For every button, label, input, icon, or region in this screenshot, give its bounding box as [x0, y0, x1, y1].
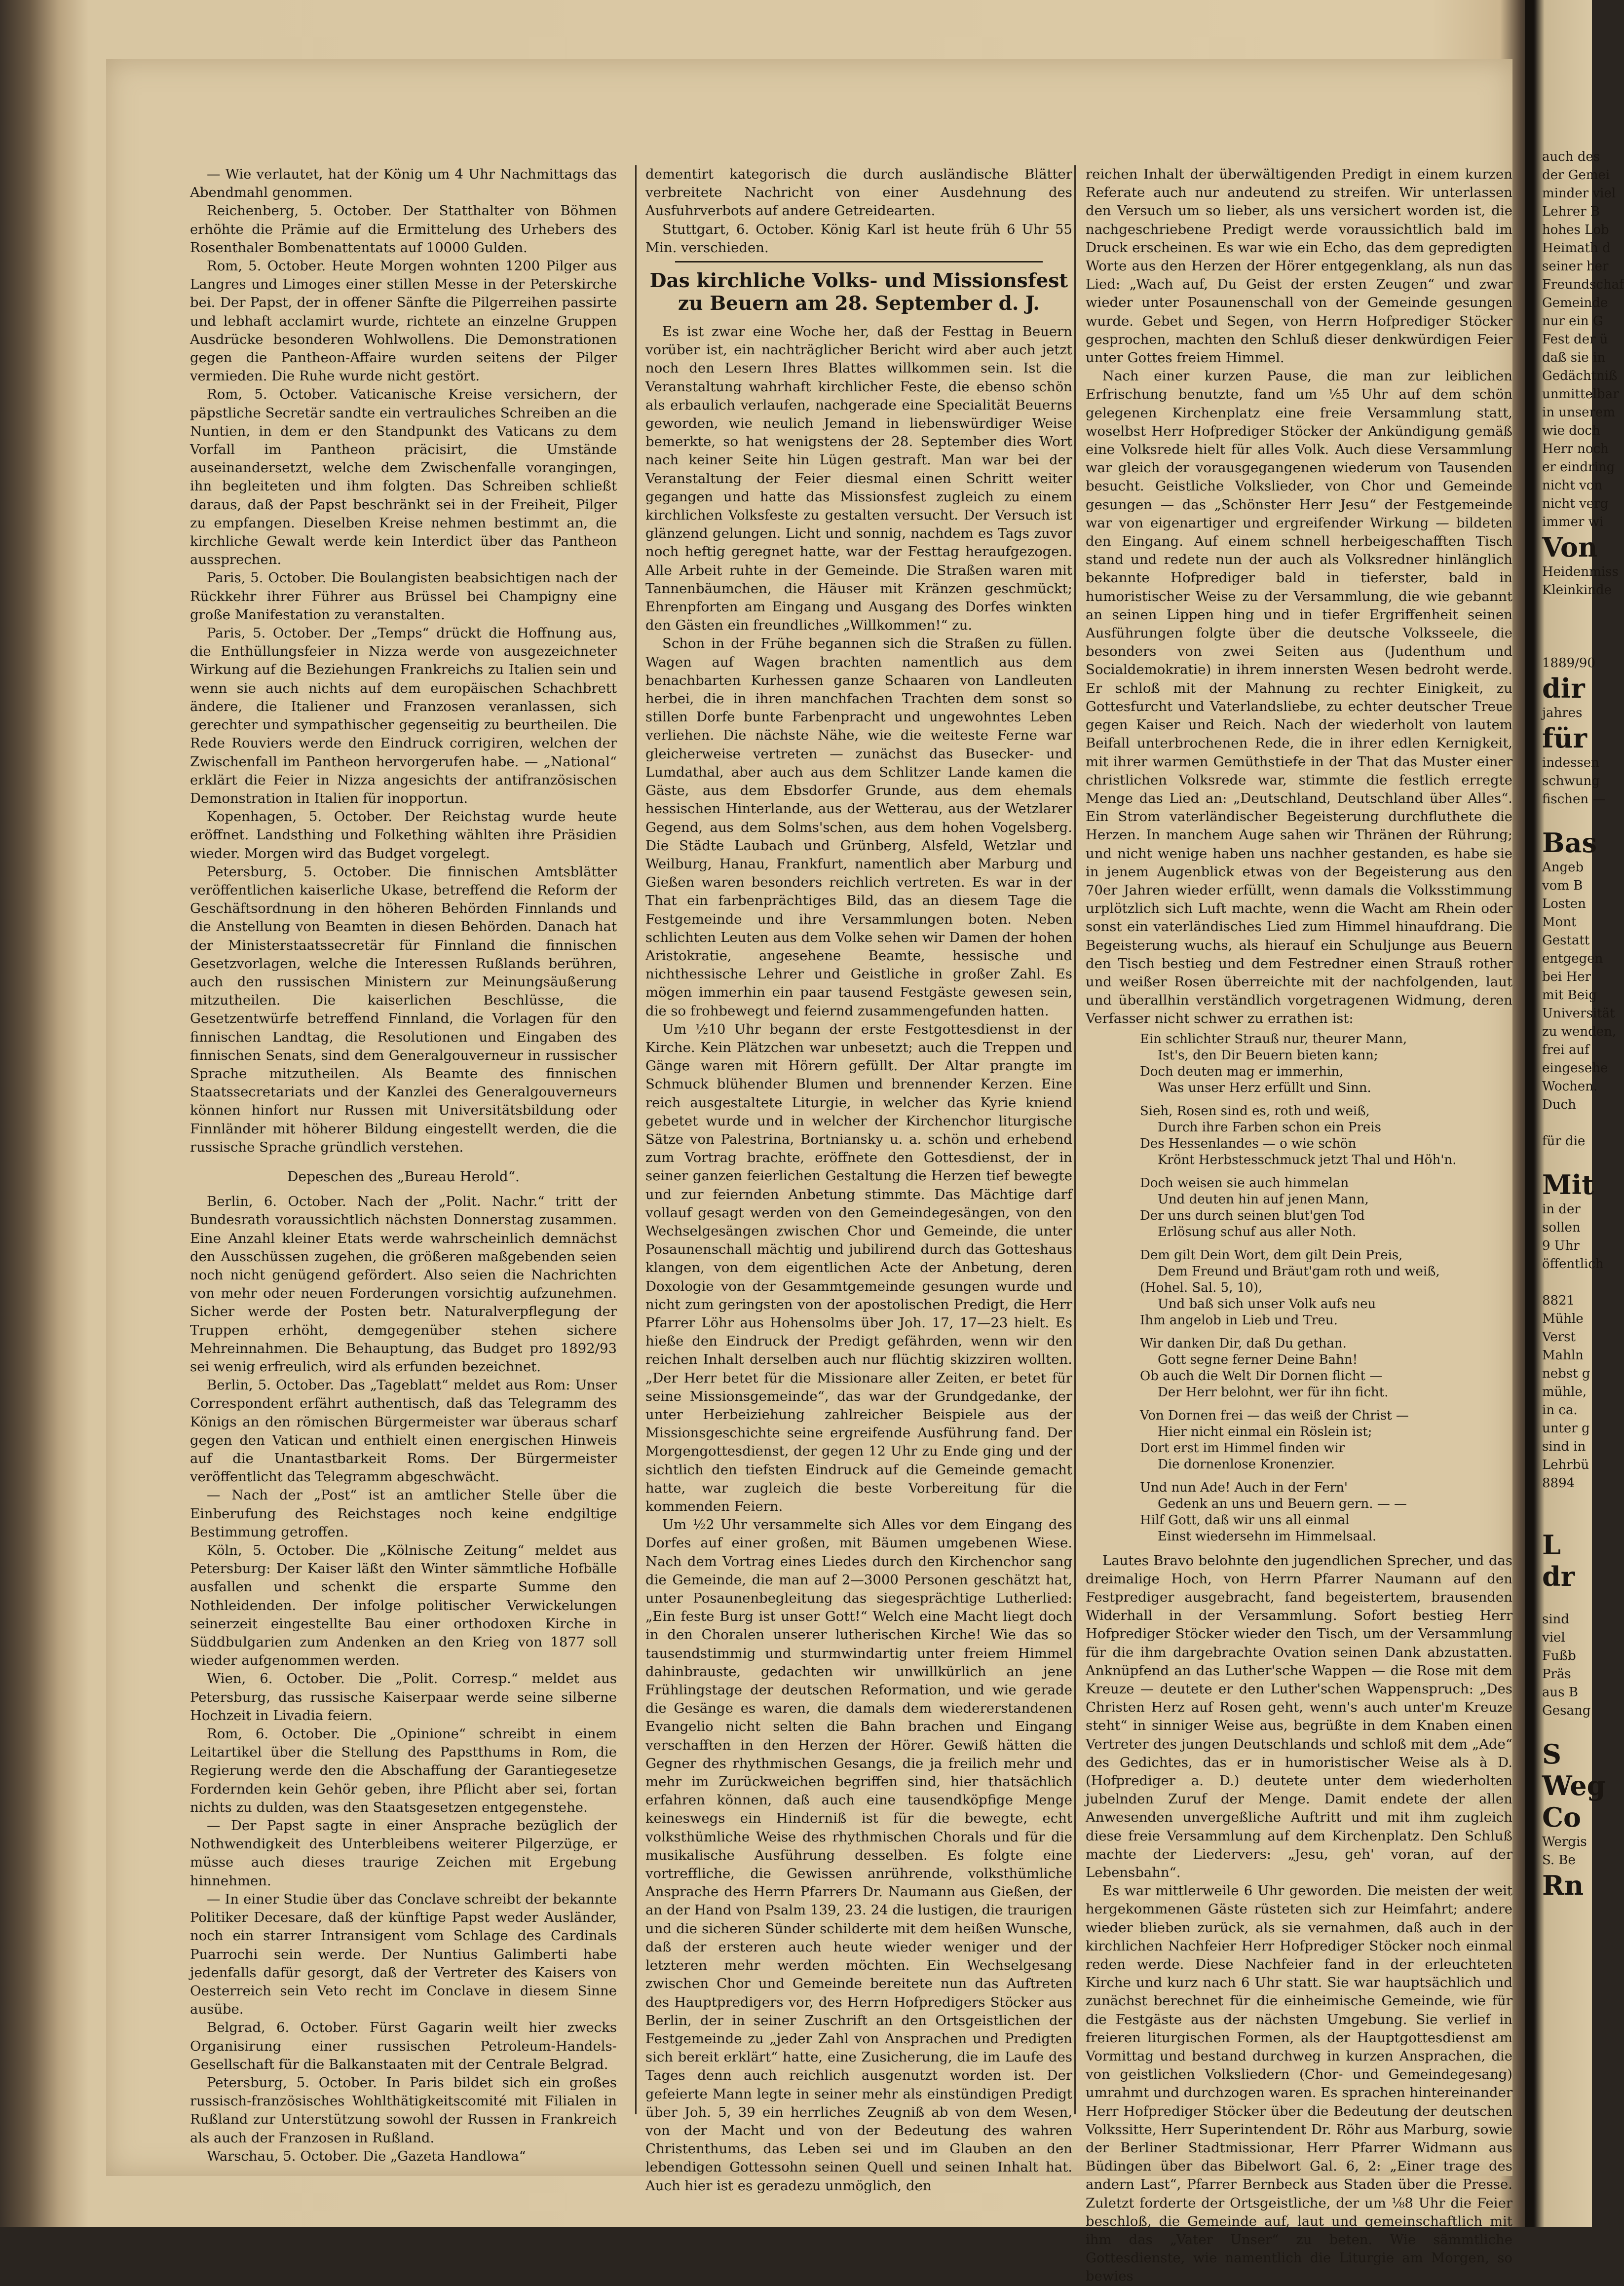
- fragment-line: Bas: [1542, 827, 1597, 859]
- fragment-line: immer wi: [1542, 515, 1604, 529]
- paragraph: reichen Inhalt der überwältigenden Predigt in einem kurzen Referate auch nur andeutend zu streifen. Wir unterlassen den Versuch um so lieber, als uns versichert worden ist, die nachgeschriebene Predigt werde voraussichtlich bald im Druck erscheinen. Es war wie ein Echo, das dem gepredigten Worte aus den Herzen der Hörer entgegenklang, als nun das Lied: „Wach auf, Du Geist der ersten Zeugen“ und zwar wieder unter Posaunenschall von der Gemeinde gesungen wurde. Gebet und Segen, von Herrn Hofprediger Stöcker gesprochen, machten den Schluß dieser denkwürdigen Feier unter Gottes freiem Himmel.: [1086, 166, 1512, 366]
- poem-line: Der Herr belohnt, wer für ihn ficht.: [1158, 1385, 1389, 1400]
- paragraph: Paris, 5. October. Der „Temps“ drückt die Hoffnung aus, die Enthüllungsfeier in Nizza werde von ausgezeichneter Wirkung auf die Beziehungen Frankreichs zu Italien sein und wenn sie auch nichts auf dem europäischen Schachbrett ändere, die Italiener und Franzosen veranlassen, sich gerechter und sympathischer gegenseitig zu beurtheilen. Die Rede Rouviers werde den Eindruck corrigiren, welchen der Zwischenfall im Pantheon hervorgerufen habe. — „National“ erklärt die Feier in Nizza angesichts der antifranzösischen Demonstration in Italien für inopportun.: [190, 625, 617, 806]
- fragment-line: [1542, 1493, 1592, 1511]
- fragment-line: eingesehe: [1542, 1061, 1608, 1076]
- fragment-line: 1889/90: [1542, 656, 1596, 671]
- article-body: [645, 323, 1072, 2195]
- fragment-line: Heidenmiss: [1542, 564, 1619, 579]
- poem-line: Dort erst im Himmel finden wir: [1140, 1440, 1345, 1456]
- poem-stanza: [1140, 1480, 1512, 1545]
- fragment-line: [1542, 1720, 1592, 1738]
- fragment-line: Mühle: [1542, 1312, 1584, 1326]
- fragment-line: S: [1542, 1738, 1561, 1770]
- poem-line: Ob auch die Welt Dir Dornen flicht —: [1140, 1368, 1383, 1384]
- fragment-line: öffentlich: [1542, 1257, 1604, 1272]
- fragment-line: Wochen.: [1542, 1079, 1598, 1094]
- fragment-line: Mahln: [1542, 1348, 1584, 1363]
- column-festival-report-continued: [1086, 165, 1512, 2285]
- fragment-line: Lehrbü: [1542, 1458, 1589, 1472]
- poem-line: Doch weisen sie auch himmelan: [1140, 1175, 1349, 1191]
- fragment-line: mit Beig: [1542, 988, 1597, 1003]
- fragment-line: fischen —: [1542, 792, 1606, 807]
- fragment-line: Losten: [1542, 897, 1586, 911]
- paragraph: — Nach der „Post“ ist an amtlicher Stelle über die Einberufung des Reichstages noch keine endgiltige Bestimmung getroffen.: [190, 1487, 617, 1540]
- paragraph: Belgrad, 6. October. Fürst Gagarin weilt hier zwecks Organisirung einer russischen Petroleum-Handels-Gesellschaft für die Balkanstaaten mit der Centrale Belgrad.: [190, 2020, 617, 2072]
- poem-line: Sieh, Rosen sind es, roth und weiß,: [1140, 1103, 1370, 1119]
- article-title: Das kirchliche Volks- und Missionsfest zu Beuern am 28. September d. J.: [649, 269, 1068, 315]
- fragment-line: 8894: [1542, 1476, 1575, 1491]
- fragment-line: [1542, 809, 1592, 827]
- fragment-line: frei auf: [1542, 1043, 1589, 1057]
- fragment-line: Gestatt: [1542, 933, 1590, 948]
- paragraph: — In einer Studie über das Conclave schreibt der bekannte Politiker Decesare, daß der künftige Papst weder Ausländer, noch ein starrer Intransigent vom Schlage des Cardinals Puarrochi sein werde. Der Nuntius Galimberti habe jedenfalls dafür gesorgt, daß der Vertreter des Kaisers von Oesterreich sein Veto recht im Conclave in diesem Sinne ausübe.: [190, 1891, 617, 2018]
- binding-gutter: [1525, 0, 1534, 2227]
- fragment-line: Heimath d: [1542, 241, 1611, 256]
- fragment-line: daß sie in: [1542, 350, 1606, 365]
- poem-line: Ein schlichter Strauß nur, theurer Mann,: [1140, 1031, 1407, 1047]
- column-telegrams: [190, 165, 617, 2164]
- fragment-line: [1542, 1151, 1592, 1169]
- fragment-line: Gedächtniß: [1542, 369, 1618, 383]
- fragment-line: Kleinkinde: [1542, 583, 1612, 598]
- fragment-line: nicht verg: [1542, 496, 1609, 511]
- poem-line: Krönt Herbstesschmuck jetzt Thal und Höh'n.: [1158, 1152, 1457, 1167]
- paragraph: Petersburg, 5. October. In Paris bildet sich ein großes russisch-französisches Wohlthätigkeitscomité mit Filialen in Rußland zur Unterstützung sowohl der Russen in Frankreich als auch der Franzosen in Rußland.: [190, 2074, 617, 2146]
- paragraph: Lautes Bravo belohnte den jugendlichen Sprecher, und das dreimalige Hoch, von Herrn Pfarrer Naumann auf den Festprediger ausgebracht, fand begeistertem, brausenden Widerhall in der Versammlung. Sofort bestieg Herr Hofprediger Stöcker wieder den Tisch, um der Versammlung für die ihm dargebrachte Ovation seinen Dank abzustatten. Anknüpfend an das Luther'sche Wappen — die Rose mit dem Kreuze — deutete er den Luther'schen Wappenspruch: „Des Christen Herz auf Rosen geht, wenn's auch unter'm Kreuze steht“ in sinniger Weise aus, begrüßte in dem Knaben einen Vertreter des jungen Deutschlands und schloß mit dem „Ade“ des Gedichtes, das er in humoristischer Weise als à D. (Hofprediger a. D.) deutete unter dem wiederholten jubelnden Zuruf der Menge. Damit endete der allen Anwesenden unvergeßliche Auftritt und mit ihm zugleich diese freie Versammlung auf dem Kirchenplatz. Den Schluß machte der Liedervers: „Jesu, geh' voran, auf der Lebensbahn“.: [1086, 1552, 1512, 1880]
- paragraph: Berlin, 5. October. Das „Tageblatt“ meldet aus Rom: Unser Correspondent erfährt authentisch, daß das Telegramm des Königs an den römischen Bürgermeister war überaus scharf gegen den Vatican und enthielt einen energischen Hinweis auf die Unantastbarkeit Roms. Der Bürgermeister veröffentlicht das Telegramm abgeschwächt.: [190, 1377, 617, 1485]
- poem-line: Hilf Gott, daß wir uns all einmal: [1140, 1512, 1350, 1528]
- fragment-line: Universität: [1542, 1006, 1615, 1021]
- fragment-line: Mit: [1542, 1169, 1594, 1200]
- fragment-line: [1542, 1511, 1592, 1529]
- fragment-line: dir: [1542, 673, 1585, 704]
- poem-stanza: [1140, 1175, 1512, 1240]
- poem-line: Und baß sich unser Volk aufs neu: [1158, 1296, 1376, 1312]
- fragment-line: Angeb: [1542, 860, 1584, 875]
- poem-line: Ist's, den Dir Beuern bieten kann;: [1158, 1048, 1378, 1063]
- poem-line: Von Dornen frei — das weiß der Christ —: [1140, 1408, 1409, 1423]
- fragment-line: Freundschaf: [1542, 277, 1624, 292]
- paragraph: Schon in der Frühe begannen sich die Straßen zu füllen. Wagen auf Wagen brachten namentlich aus dem benachbarten Kurhessen ganze Schaaren von Landleuten herbei, die in ihren manchfachen Trachten dem sonst so stillen Dorfe bunte Farbenpracht und ungewohntes Leben verliehen. Die nächste Nähe, wie die weiteste Ferne war gleicherweise vertreten — zunächst das Busecker- und Lumdathal, aber auch aus dem Schlitzer Lande kamen die Gäste, aus dem Ebsdorfer Grunde, aus dem ehemals hessischen Hinterlande, aus der Wetterau, aus der Wetzlarer Gegend, aus dem Solms'schen, aus dem hohen Vogelsberg. Die Städte Laubach und Grünberg, Alsfeld, Wetzlar und Weilburg, Hanau, Frankfurt, namentlich aber Marburg und Gießen waren besonders reichlich vertreten. Es war in der That ein farbenprächtiges Bild, das an diesem Tage die Festgemeinde und ihre Versammlungen boten. Neben schlichten Leuten aus dem Volke sehen wir Damen der hohen Aristokratie, angesehene Beamte, hessische und nichthessische Lehrer und Geistliche in großer Zahl. Es mögen immerhin ein paar tausend Festgäste gewesen sein, die so frohbewegt und feiernd zusammengefunden hatten.: [645, 636, 1072, 1019]
- paragraph: Wien, 6. October. Die „Polit. Corresp.“ meldet aus Petersburg, das russische Kaiserpaar werde seine silberne Hochzeit in Livadia feiern.: [190, 1671, 617, 1724]
- fragment-line: jahres: [1542, 706, 1583, 720]
- fragment-line: indessen: [1542, 755, 1599, 770]
- fragment-line: vom B: [1542, 878, 1583, 893]
- fragment-line: Herr noch: [1542, 442, 1609, 456]
- fragment-line: sind: [1542, 1612, 1570, 1627]
- paragraph: Warschau, 5. October. Die „Gazeta Handlowa“: [207, 2148, 526, 2164]
- paragraph: Kopenhagen, 5. October. Der Reichstag wurde heute eröffnet. Landsthing und Folkething wählten ihre Präsidien wieder. Morgen wird das Budget vorgelegt.: [190, 809, 617, 862]
- paragraph: Stuttgart, 6. October. König Karl ist heute früh 6 Uhr 55 Min. verschieden.: [645, 221, 1072, 256]
- fragment-line: Gesang: [1542, 1703, 1591, 1718]
- fragment-line: S. Be: [1542, 1853, 1576, 1868]
- paragraph: Rom, 5. October. Vaticanische Kreise versichern, der päpstliche Secretär sandte ein vertrauliches Schreiben an die Nuntien, in dem er den Standpunkt des Vaticans zu dem Vorfall im Pantheon präcisirt, die Umstände auseinandersetzt, welche dem Zwischenfalle vorangingen, ihn begleiteten und ihm folgten. Das Schreiben schließt daraus, daß der Papst beschränkt sei in der Freiheit, Pilger zu empfangen. Dieselben Kreise nehmen bestimmt an, die kirchliche Gewalt werde kein Interdict über das Pantheon aussprechen.: [190, 386, 617, 568]
- fragment-line: [1542, 1114, 1592, 1132]
- fragment-line: [1542, 600, 1592, 618]
- section-heading: Depeschen des „Bureau Herold“.: [287, 1168, 520, 1185]
- fragment-line: Präs: [1542, 1667, 1571, 1682]
- fragment-line: Von: [1542, 531, 1598, 563]
- poem-stanza: [1140, 1031, 1512, 1096]
- fragment-line: Gemeinde: [1542, 296, 1608, 310]
- paragraph: Um ½2 Uhr versammelte sich Alles vor dem Eingang des Dorfes auf einer großen, mit Bäumen umgebenen Wiese. Nach dem Vortrag eines Liedes durch den Kirchenchor sang die Gemeinde, die man auf 2—3000 Personen geschätzt hat, unter Posaunenbegleitung das siegesprächtige Lutherlied: „Ein feste Burg ist unser Gott!“ Welch eine Macht liegt doch in den Choralen unserer lutherischen Kirche! Wie das so tausendstimmig und sturmwindartig unter freiem Himmel dahinbrauste, gedachten wir unwillkürlich an jene Frühlingstage der deutschen Reformation, und wie gerade die Gesänge es waren, die damals dem wiedererstandenen Evangelio nicht selten die Bahn brachen und Eingang verschafften in den Herzen der Hörer. Gewiß hätten die Gegner des rhythmischen Gesangs, die ja freilich mehr und mehr im Zurückweichen begriffen sind, hier thatsächlich erfahren können, daß auch eine tausendköpfige Menge keineswegs ein Hinderniß ist für die bewegte, echt volksthümliche Weise des rhythmischen Chorals und für die musikalische Ausführung desselben. Es folgte eine vortreffliche, die Gewissen anrührende, volksthümliche Ansprache des Herrn Pfarrers Dr. Naumann aus Gießen, der an der Hand von Psalm 139, 23. 24 die lustigen, die traurigen und die sicheren Sünder schilderte mit dem heißen Wunsche, daß der ersteren auch heute wieder weniger und der letzteren mehr werden möchten. Ein Wechselgesang zwischen Chor und Gemeinde bereitete nun das Auftreten des Hauptpredigers vor, des Herrn Hofpredigers Stöcker aus Berlin, der in seiner Zuschrift an den Ortsgeistlichen der Festgemeinde zu „jeder Zahl von Ansprachen und Predigten sich bereit erklärt“ hatte, eine Zusicherung, die im Laufe des Tages denn auch reichlich ausgenutzt worden ist. Der gefeierte Mann legte in seiner mehr als einstündigen Predigt über Joh. 5, 39 ein herrliches Zeugniß ab von dem Wesen, von der Macht und von der Bedeutung des wahren Christenthums, das Leben sei und im Glauben an den lebendigen Gottessohn seinen Quell und seinen Inhalt hat. Auch hier ist es geradezu unmöglich, den: [645, 1517, 1072, 2194]
- paragraph: Rom, 5. October. Heute Morgen wohnten 1200 Pilger aus Langres und Limoges einer stillen Messe in der Peterskirche bei. Der Papst, der in offener Sänfte die Pilgerreihen passirte und lebhaft acclamirt wurde, richtete an einzelne Gruppen Ausdrücke besonderen Wohlwollens. Die Demonstrationen gegen die Pantheon-Affaire wurden seitens der Pilger vermieden. Die Ruhe wurde nicht gestört.: [190, 258, 617, 384]
- poem-line: Hier nicht einmal ein Röslein ist;: [1158, 1424, 1372, 1439]
- poem-line: Wir danken Dir, daß Du gethan.: [1140, 1336, 1347, 1351]
- fragment-line: der Gemei: [1542, 168, 1610, 183]
- fragment-line: Fußb: [1542, 1649, 1576, 1663]
- poem-stanza: [1140, 1336, 1512, 1401]
- paragraph: Rom, 6. October. Die „Opinione“ schreibt in einem Leitartikel über die Stellung des Papstthums in Rom, die Regierung werde den die Abschaffung der Garantiegesetze Fordernden kein Gehör geben, ihre Pflicht aber sei, fortan nichts zu dulden, was den Staatsgesetzen entgegenstehe.: [190, 1726, 617, 1815]
- fragment-line: seiner her: [1542, 259, 1609, 274]
- fragment-line: [1542, 1592, 1592, 1611]
- fragment-line: wie doch: [1542, 423, 1600, 438]
- column-continuation: [645, 165, 1072, 257]
- fragment-line: aus B: [1542, 1685, 1578, 1700]
- fragment-line: Weg: [1542, 1770, 1606, 1801]
- poem-line: Gott segne ferner Deine Bahn!: [1158, 1352, 1358, 1367]
- fragment-line: sind in: [1542, 1439, 1586, 1454]
- paragraph: Es ist zwar eine Woche her, daß der Festtag in Beuern vorüber ist, ein nachträglicher Bericht wird aber auch jetzt noch den Lesern Ihres Blattes willkommen sein. Ist die Veranstaltung wahrhaft kirchlicher Feste, die ebenso schön als erbaulich verlaufen, nachgerade eine Specialität Beuerns geworden, wie neulich Jemand in liebenswürdiger Weise bemerkte, so hat wenigstens der 28. September dies Wort nach keiner Seite hin Lügen gestraft. Man war bei der Veranstaltung der Feier diesmal einen Schritt weiter gegangen und hatte das Missionsfest zugleich zu einem kirchlichen Volksfeste zu gestalten versucht. Der Versuch ist glänzend gelungen. Licht und sonnig, nachdem es Tags zuvor noch heftig geregnet hatte, war der Festtag heraufgezogen. Alle Arbeit ruhte in der Gemeinde. Die Straßen waren mit Tannenbäumchen, die Häuser mit Kränzen geschmückt; Ehrenpforten am Eingang und Ausgang des Dorfes winkten den Gästen ein freundliches „Willkommen!“ zu.: [645, 324, 1072, 634]
- divider: [675, 261, 1043, 262]
- fragment-line: Co: [1542, 1801, 1581, 1833]
- poem-line: Erlösung schuf aus aller Noth.: [1158, 1224, 1357, 1239]
- fragment-line: Rn: [1542, 1870, 1584, 1901]
- poem-line: Und nun Ade! Auch in der Fern': [1140, 1480, 1348, 1495]
- paragraph: Berlin, 6. October. Nach der „Polit. Nachr.“ tritt der Bundesrath voraussichtlich nächsten Donnerstag zusammen. Eine Anzahl kleiner Etats werde wahrscheinlich demnächst den Ausschüssen zugehen, die größeren maßgebenden seien noch nicht genügend gefördert. Also seien die Nachrichten von mehr oder neuen Forderungen vorsichtig aufzunehmen. Sicher werde der Posten betr. Naturalverpflegung der Truppen erhöht, demgegenüber stehen sichere Mehreinnahmen. Die Behauptung, das Budget pro 1892/93 sei wenig erfreulich, wird als erfunden bezeichnet.: [190, 1194, 617, 1375]
- fragment-line: Mont: [1542, 915, 1577, 930]
- column-festival-report: [645, 165, 1072, 2194]
- poem-line: Einst wiedersehn im Himmelsaal.: [1158, 1529, 1377, 1544]
- fragment-line: entgegen: [1542, 951, 1603, 966]
- fragment-line: er eindring: [1542, 460, 1615, 475]
- paragraph: — Wie verlautet, hat der König um 4 Uhr Nachmittags das Abendmahl genommen.: [190, 166, 617, 201]
- article-body: [1086, 1552, 1512, 2286]
- fragment-line: schwung: [1542, 774, 1600, 788]
- fragment-line: für die: [1542, 1134, 1586, 1149]
- fragment-line: [1542, 636, 1592, 654]
- poem-line: Dem Freund und Bräut'gam roth und weiß,: [1158, 1264, 1440, 1279]
- paragraph: Nach einer kurzen Pause, die man zur leiblichen Erfrischung benutzte, fand um ⅕5 Uhr auf dem schön gelegenen Kirchenplatz eine freie Versammlung statt, woselbst Herr Hofprediger Stöcker der Ankündigung gemäß eine Volksrede hielt für alles Volk. Auch diese Versammlung war gleich der vorausgegangenen wiederum von Tausenden besucht. Geistliche Volkslieder, von Chor und Gemeinde gesungen — das „Schönster Herr Jesu“ der Festgemeinde war von eigenartiger und ergreifender Wirkung — bildeten den Eingang. Auf einem schnell herbeigeschafften Tisch stand und redete nun der auch als Volksredner hinlänglich bekannte Hofprediger bald in tieferster, bald in humoristischer Weise zu der Versammlung, die wie gebannt an seinen Lippen hing und in tiefer Ergriffenheit seinen Ausführungen folgte über die deutsche Volksseele, die besonders von zwei Seiten aus (Judenthum und Socialdemokratie) in ihrem innersten Wesen bedroht werde. Er schloß mit der Mahnung zu rechter Einigkeit, zu Gottesfurcht und Vaterlandsliebe, zu echter deutscher Treue gegen Kaiser und Reich. Nach der wiederholt von lautem Beifall unterbrochenen Rede, die in ihrer edlen Kernigkeit, mit ihrer warmen Gemüthstiefe in der That das Muster einer christlichen Volksrede war, stimmte die festlich erregte Menge das Lied an: „Deutschland, Deutschland über Alles“. Ein Strom vaterländischer Begeisterung durchfluthete die Herzen. In manchem Auge sahen wir Thränen der Rührung; und nicht wenige haben uns nachher gestanden, es habe sie in jenem Augenblick etwas von der Begeisterung aus den 70er Jahren wieder erfüllt, wenn damals die Volksstimmung urplötzlich sich Luft machte, wenn die Wacht am Rhein oder sonst ein vaterländisches Lied zum Himmel hinaufdrang. Die Begeisterung wuchs, als hierauf ein Schuljunge aus Beuern den Tisch bestieg und dem Festredner einen Strauß rother und weißer Rosen überreichte mit der nachfolgenden, laut und überallhin verständlich vorgetragenen Widmung, deren Verfasser nicht schwer zu errathen ist:: [1086, 368, 1512, 1027]
- poem-line: Was unser Herz erfüllt und Sinn.: [1158, 1080, 1371, 1095]
- fragment-line: nebst g: [1542, 1366, 1590, 1381]
- fragment-line: in ca.: [1542, 1403, 1578, 1418]
- fragment-line: minder viel: [1542, 186, 1616, 201]
- fragment-line: Verst: [1542, 1330, 1576, 1345]
- fragment-line: für: [1542, 722, 1587, 754]
- fragment-line: viel: [1542, 1630, 1565, 1645]
- fragment-line: [1542, 618, 1592, 636]
- fragment-line: Wergis: [1542, 1835, 1587, 1849]
- newspaper-page: [106, 59, 1512, 2285]
- paragraph: Paris, 5. October. Die Boulangisten beabsichtigen nach der Rückkehr ihrer Führer aus Brüssel bei Champigny eine große Manifestation zu veranstalten.: [190, 570, 617, 623]
- fragment-line: in unserem: [1542, 405, 1616, 420]
- column-rule: [1074, 165, 1076, 2114]
- poem-line: Durch ihre Farben schon ein Preis: [1158, 1120, 1381, 1135]
- fragment-line: L: [1542, 1529, 1561, 1561]
- fragment-line: Lehrer B: [1542, 204, 1600, 219]
- paragraph: Köln, 5. October. Die „Kölnische Zeitung“ meldet aus Petersburg: Der Kaiser läßt den Winter sämmtliche Hofbälle ausfallen und schenkt die ersparte Summe den Nothleidenden. Der infolge politischer Verwickelungen seinerzeit eingestellte Bau einer orthodoxen Kirche in Süddbulgarien zum Andenken an den Krieg von 1877 soll wieder aufgenommen werden.: [190, 1542, 617, 1669]
- fragment-line: 9 Uhr: [1542, 1238, 1580, 1253]
- poem-line: (Hohel. Sal. 5, 10),: [1140, 1280, 1263, 1295]
- poem-line: Ihm angelob in Lieb und Treu.: [1140, 1312, 1338, 1328]
- fragment-line: in der: [1542, 1202, 1581, 1217]
- fragment-line: bei Her: [1542, 970, 1591, 984]
- paragraph: Es war mittlerweile 6 Uhr geworden. Die meisten der weit hergekommenen Gäste rüsteten sich zur Heimfahrt; andere wieder blieben zurück, als sie vernahmen, daß auch in der kirchlichen Nachfeier Herr Hofprediger Stöcker noch einmal reden werde. Diese Nachfeier fand in der erleuchteten Kirche und kurz nach 6 Uhr statt. Sie war hauptsächlich und zunächst berechnet für die einheimische Gemeinde, wie für die Festgäste aus der nächsten Umgebung. Sie verlief in freieren liturgischen Formen, als der Hauptgottesdienst am Vormittag und bestand durchweg in kurzen Ansprachen, die von geistlichen Volksliedern (Chor- und Gemeindegesang) umrahmt und durchzogen waren. Es sprachen hintereinander Herr Hofprediger Stöcker über die Bedeutung der deutschen Volkssitte, Herr Superintendent Dr. Röhr aus Marburg, sowie der Berliner Stadtmissionar, Herr Pfarrer Widmann aus Büdingen über das Bibelwort Gal. 6, 2: „Einer trage des andern Last“, Pfarrer Bernbeck aus Staden über die Presse. Zuletzt forderte der Ortsgeistliche, der um ⅛8 Uhr die Feier beschloß, die Gemeinde auf, laut und gemeinschaftlich mit ihm das „Vater Unser“ zu beten. Wie sämmtliche Gottesdienste, wie namentlich die Liturgie am Morgen, so bewies: [1086, 1883, 1512, 2285]
- poem-stanza: [1140, 1247, 1512, 1329]
- paragraph: Um ½10 Uhr begann der erste Festgottesdienst in der Kirche. Kein Plätzchen war unbesetzt; auch die Treppen und Gänge waren mit Hörern gefüllt. Der Altar prangte im Schmuck blühender Blumen und brennender Kerzen. Eine reich ausgestaltete Liturgie, in welcher das Kyrie kniend gebetet wurde und in welcher der Kirchenchor liturgische Sätze von Palestrina, Bortniansky u. a. schön und erhebend zum Vortrag brachte, eröffnete den Gottesdienst, der in seiner ganzen feierlichen Gestaltung die Herzen tief bewegte und zur feiernden Anbetung stimmte. Das Mächtige darf vollauf gesagt werden von den Gemeindegesängen, von den Wechselgesängen zwischen Chor und Gemeinde, die unter Posaunenschall mächtig und jubilirend durch das Gotteshaus klangen, von dem eigentlichen Acte der Anbetung, deren Doxologie von der Gesammtgemeinde gesungen wurde und nicht zum geringsten von der apostolischen Predigt, die Herr Pfarrer Löhr aus Hohensolms über Joh. 17, 17—23 hielt. Es hieße den Eindruck der Predigt gefährden, wenn wir den reichen Inhalt derselben auch nur flüchtig skizziren wollten. „Der Herr betet für die Missionare aller Zeiten, er betet für seine Missionsgemeinde“, das war der Grundgedanke, der unter Herbeiziehung zahlreicher Beispiele aus der Missionsgeschichte seine ergreifende Ausführung fand. Der Morgengottesdienst, der gegen 12 Uhr zu Ende ging und der sichtlich den tiefsten Eindruck auf die Gemeinde gemacht hatte, war zugleich die beste Vorbereitung für die kommenden Feiern.: [645, 1021, 1072, 1515]
- article-body: [1086, 165, 1512, 1028]
- poem-line: Dem gilt Dein Wort, dem gilt Dein Preis,: [1140, 1247, 1403, 1263]
- fragment-line: hohes Lob: [1542, 223, 1609, 237]
- fragment-line: nicht von: [1542, 478, 1603, 493]
- poem-line: Des Hessenlandes — o wie schön: [1140, 1136, 1357, 1151]
- poem-line: Die dornenlose Kronenzier.: [1158, 1457, 1335, 1472]
- fragment-line: sollen: [1542, 1220, 1581, 1235]
- fragment-line: unter g: [1542, 1421, 1590, 1436]
- poem-line: Und deuten hin auf jenen Mann,: [1158, 1192, 1369, 1207]
- paragraph: dementirt kategorisch die durch ausländische Blätter verbreitete Nachricht von einer Ausdehnung des Ausfuhrverbots auf andere Getreidearten.: [645, 166, 1072, 219]
- paragraph: — Der Papst sagte in einer Ansprache bezüglich der Nothwendigkeit des Unterbleibens weiterer Pilgerzüge, er müsse auch dieses traurige Zeichen mit Ergebung hinnehmen.: [190, 1818, 617, 1889]
- adjacent-page-fragment: [1542, 148, 1624, 2171]
- poem-line: Der uns durch seinen blut'gen Tod: [1140, 1208, 1365, 1223]
- poem-stanza: [1140, 1408, 1512, 1473]
- fragment-line: auch des: [1542, 150, 1600, 164]
- fragment-line: [1542, 1274, 1592, 1292]
- paragraph: Reichenberg, 5. October. Der Statthalter von Böhmen erhöhte die Prämie auf die Ermittelung des Urhebers des Rosenthaler Bombenattentats auf 10000 Gulden.: [190, 203, 617, 256]
- fragment-line: dr: [1542, 1561, 1575, 1592]
- fragment-line: Duch: [1542, 1097, 1576, 1112]
- paragraph: Petersburg, 5. October. Die finnischen Amtsblätter veröffentlichen kaiserliche Ukase, betreffend die Reform der Geschäftsordnung in den höheren Behörden Finnlands und die Anstellung von Beamten in diesen Behörden. Danach hat der Ministerstaatssecretär für Finnland die finnischen Gesetzvorlagen, welche die Interessen Rußlands berühren, auch den russischen Ministern zur Meinungsäußerung mitzutheilen. Die kaiserlichen Beschlüsse, die Gesetzentwürfe betreffend Finnland, die Vorlagen für den finnischen Landtag, die Resolutionen und Eingaben des finnischen Senats, sind dem Generalgouverneur in russischer Sprache mitzutheilen. Als Beamte des finnischen Staatssecretariats und der Kanzlei des Generalgouverneurs können hinfort nur Russen mit Universitätsbildung oder Finnländer mit höherer Bildung eingestellt werden, die die russische Sprache gründlich verstehen.: [190, 863, 617, 1155]
- column-rule: [635, 165, 637, 2114]
- fragment-line: 8821: [1542, 1293, 1575, 1308]
- fragment-line: nur ein G: [1542, 314, 1603, 329]
- fragment-line: mühle,: [1542, 1385, 1587, 1399]
- poem-line: Doch deuten mag er immerhin,: [1140, 1064, 1344, 1079]
- fragment-line: Fest der ü: [1542, 332, 1608, 347]
- fragment-line: unmittelbar: [1542, 387, 1619, 402]
- poem-line: Gedenk an uns und Beuern gern. — —: [1158, 1496, 1407, 1511]
- poem-stanza: [1140, 1103, 1512, 1168]
- dedication-poem: [1140, 1031, 1512, 1545]
- fragment-line: zu wenden,: [1542, 1024, 1617, 1039]
